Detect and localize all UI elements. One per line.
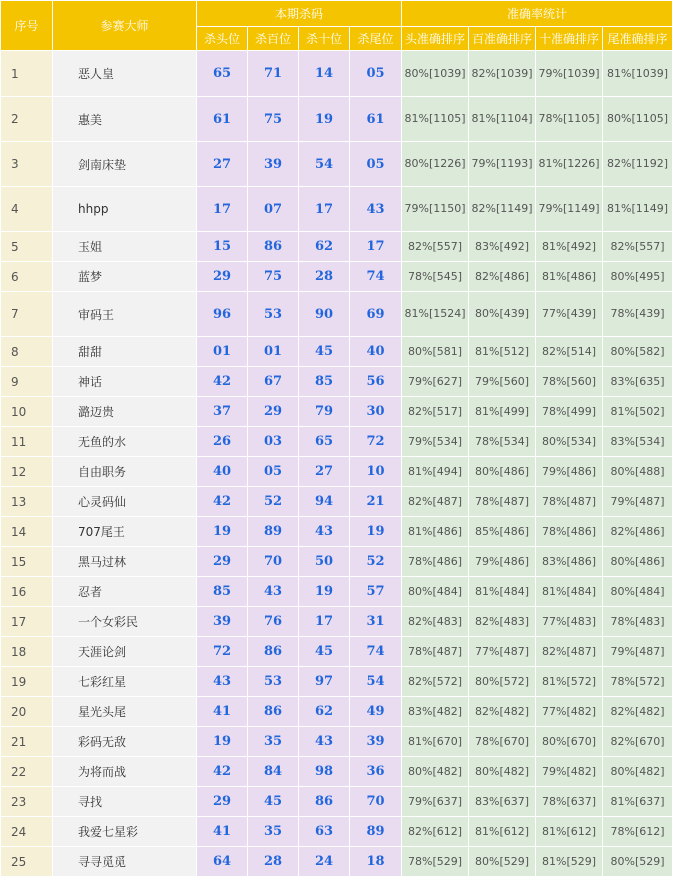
row-index: 24 bbox=[1, 817, 53, 847]
accuracy-hundreds: 80%[486] bbox=[469, 457, 536, 487]
kill-head: 29 bbox=[197, 262, 248, 292]
row-index: 18 bbox=[1, 637, 53, 667]
accuracy-tens: 82%[487] bbox=[536, 637, 603, 667]
accuracy-head: 79%[534] bbox=[402, 427, 469, 457]
accuracy-hundreds: 83%[637] bbox=[469, 787, 536, 817]
table-row bbox=[1, 697, 673, 727]
accuracy-head: 80%[484] bbox=[402, 577, 469, 607]
table-row bbox=[1, 487, 673, 517]
kill-head: 19 bbox=[197, 727, 248, 757]
master-name: 星光头尾 bbox=[53, 697, 197, 727]
accuracy-tens: 78%[499] bbox=[536, 397, 603, 427]
accuracy-head: 83%[482] bbox=[402, 697, 469, 727]
kill-head: 96 bbox=[197, 292, 248, 337]
accuracy-head: 81%[1105] bbox=[402, 97, 469, 142]
kill-tail: 57 bbox=[350, 577, 402, 607]
kill-hundreds: 35 bbox=[248, 817, 299, 847]
accuracy-tens: 79%[1149] bbox=[536, 187, 603, 232]
master-name: 剑南床垫 bbox=[53, 142, 197, 187]
accuracy-tens: 79%[1039] bbox=[536, 51, 603, 97]
accuracy-tens: 83%[486] bbox=[536, 547, 603, 577]
row-index: 8 bbox=[1, 337, 53, 367]
kill-head: 01 bbox=[197, 337, 248, 367]
kill-tail: 54 bbox=[350, 667, 402, 697]
table-row bbox=[1, 727, 673, 757]
header-kill-tens: 杀十位 bbox=[299, 27, 350, 51]
kill-tail: 49 bbox=[350, 697, 402, 727]
kill-head: 37 bbox=[197, 397, 248, 427]
accuracy-tens: 79%[486] bbox=[536, 457, 603, 487]
accuracy-head: 81%[1524] bbox=[402, 292, 469, 337]
accuracy-hundreds: 78%[670] bbox=[469, 727, 536, 757]
row-index: 1 bbox=[1, 51, 53, 97]
accuracy-head: 79%[627] bbox=[402, 367, 469, 397]
kill-hundreds: 70 bbox=[248, 547, 299, 577]
kill-hundreds: 28 bbox=[248, 847, 299, 877]
accuracy-tail: 81%[502] bbox=[603, 397, 673, 427]
table-row bbox=[1, 787, 673, 817]
accuracy-hundreds: 82%[486] bbox=[469, 262, 536, 292]
table-row bbox=[1, 847, 673, 877]
accuracy-tens: 78%[487] bbox=[536, 487, 603, 517]
table-row bbox=[1, 577, 673, 607]
accuracy-hundreds: 82%[1149] bbox=[469, 187, 536, 232]
master-name: 七彩红星 bbox=[53, 667, 197, 697]
accuracy-tens: 81%[484] bbox=[536, 577, 603, 607]
accuracy-hundreds: 81%[1104] bbox=[469, 97, 536, 142]
accuracy-tens: 80%[670] bbox=[536, 727, 603, 757]
kill-tail: 21 bbox=[350, 487, 402, 517]
accuracy-hundreds: 80%[439] bbox=[469, 292, 536, 337]
accuracy-head: 79%[637] bbox=[402, 787, 469, 817]
accuracy-tail: 78%[572] bbox=[603, 667, 673, 697]
accuracy-tail: 81%[637] bbox=[603, 787, 673, 817]
accuracy-tail: 82%[1192] bbox=[603, 142, 673, 187]
table-row bbox=[1, 607, 673, 637]
kill-tens: 19 bbox=[299, 577, 350, 607]
kill-hundreds: 67 bbox=[248, 367, 299, 397]
kill-hundreds: 07 bbox=[248, 187, 299, 232]
kill-tail: 61 bbox=[350, 97, 402, 142]
kill-tail: 19 bbox=[350, 517, 402, 547]
kill-tens: 90 bbox=[299, 292, 350, 337]
accuracy-tens: 81%[529] bbox=[536, 847, 603, 877]
kill-hundreds: 35 bbox=[248, 727, 299, 757]
header-kill-group: 本期杀码 bbox=[197, 1, 402, 27]
accuracy-tail: 80%[495] bbox=[603, 262, 673, 292]
accuracy-tens: 82%[514] bbox=[536, 337, 603, 367]
row-index: 22 bbox=[1, 757, 53, 787]
table-row bbox=[1, 232, 673, 262]
accuracy-tail: 80%[486] bbox=[603, 547, 673, 577]
master-name: 心灵码仙 bbox=[53, 487, 197, 517]
kill-hundreds: 01 bbox=[248, 337, 299, 367]
accuracy-head: 81%[486] bbox=[402, 517, 469, 547]
kill-head: 72 bbox=[197, 637, 248, 667]
accuracy-tens: 81%[612] bbox=[536, 817, 603, 847]
accuracy-tail: 82%[557] bbox=[603, 232, 673, 262]
accuracy-head: 82%[557] bbox=[402, 232, 469, 262]
kill-head: 17 bbox=[197, 187, 248, 232]
accuracy-tail: 80%[482] bbox=[603, 757, 673, 787]
master-name: 蓝梦 bbox=[53, 262, 197, 292]
row-index: 13 bbox=[1, 487, 53, 517]
kill-hundreds: 84 bbox=[248, 757, 299, 787]
accuracy-tens: 81%[486] bbox=[536, 262, 603, 292]
header-accuracy-group: 准确率统计 bbox=[402, 1, 673, 27]
kill-head: 42 bbox=[197, 757, 248, 787]
accuracy-tail: 82%[482] bbox=[603, 697, 673, 727]
accuracy-tens: 81%[492] bbox=[536, 232, 603, 262]
header-acc-tens[interactable]: 十准确排序 bbox=[536, 27, 603, 51]
accuracy-tail: 80%[529] bbox=[603, 847, 673, 877]
kill-tail: 31 bbox=[350, 607, 402, 637]
accuracy-hundreds: 80%[482] bbox=[469, 757, 536, 787]
kill-tail: 56 bbox=[350, 367, 402, 397]
accuracy-tens: 77%[482] bbox=[536, 697, 603, 727]
kill-hundreds: 05 bbox=[248, 457, 299, 487]
table-row bbox=[1, 547, 673, 577]
kill-tail: 05 bbox=[350, 142, 402, 187]
master-name: hhpp bbox=[53, 187, 197, 232]
kill-hundreds: 86 bbox=[248, 637, 299, 667]
table-row bbox=[1, 262, 673, 292]
kill-tens: 62 bbox=[299, 697, 350, 727]
header-master: 参赛大师 bbox=[53, 1, 197, 51]
accuracy-tail: 83%[534] bbox=[603, 427, 673, 457]
kill-tens: 86 bbox=[299, 787, 350, 817]
table-row bbox=[1, 337, 673, 367]
master-name: 神话 bbox=[53, 367, 197, 397]
accuracy-head: 80%[1226] bbox=[402, 142, 469, 187]
accuracy-tail: 79%[487] bbox=[603, 637, 673, 667]
kill-hundreds: 39 bbox=[248, 142, 299, 187]
kill-tens: 45 bbox=[299, 337, 350, 367]
kill-tail: 17 bbox=[350, 232, 402, 262]
accuracy-hundreds: 81%[512] bbox=[469, 337, 536, 367]
kill-hundreds: 52 bbox=[248, 487, 299, 517]
kill-tail: 89 bbox=[350, 817, 402, 847]
kill-tens: 19 bbox=[299, 97, 350, 142]
row-index: 3 bbox=[1, 142, 53, 187]
accuracy-head: 82%[572] bbox=[402, 667, 469, 697]
kill-tens: 54 bbox=[299, 142, 350, 187]
table-row bbox=[1, 51, 673, 97]
accuracy-tens: 79%[482] bbox=[536, 757, 603, 787]
header-acc-tail[interactable]: 尾准确排序 bbox=[603, 27, 673, 51]
table-row bbox=[1, 367, 673, 397]
accuracy-hundreds: 81%[484] bbox=[469, 577, 536, 607]
accuracy-head: 82%[483] bbox=[402, 607, 469, 637]
header-kill-head: 杀头位 bbox=[197, 27, 248, 51]
kill-tens: 17 bbox=[299, 187, 350, 232]
kill-hundreds: 71 bbox=[248, 51, 299, 97]
master-name: 为将而战 bbox=[53, 757, 197, 787]
accuracy-hundreds: 78%[487] bbox=[469, 487, 536, 517]
accuracy-head: 80%[581] bbox=[402, 337, 469, 367]
kill-hundreds: 75 bbox=[248, 97, 299, 142]
accuracy-tail: 80%[488] bbox=[603, 457, 673, 487]
accuracy-hundreds: 81%[499] bbox=[469, 397, 536, 427]
table-row bbox=[1, 187, 673, 232]
table-row bbox=[1, 292, 673, 337]
kill-tail: 70 bbox=[350, 787, 402, 817]
kill-tens: 97 bbox=[299, 667, 350, 697]
kill-tens: 45 bbox=[299, 637, 350, 667]
accuracy-hundreds: 82%[1039] bbox=[469, 51, 536, 97]
accuracy-tens: 81%[572] bbox=[536, 667, 603, 697]
master-name: 审码王 bbox=[53, 292, 197, 337]
row-index: 14 bbox=[1, 517, 53, 547]
accuracy-tail: 82%[670] bbox=[603, 727, 673, 757]
accuracy-tail: 79%[487] bbox=[603, 487, 673, 517]
accuracy-tail: 78%[439] bbox=[603, 292, 673, 337]
master-name: 天涯论剑 bbox=[53, 637, 197, 667]
row-index: 21 bbox=[1, 727, 53, 757]
kill-hundreds: 75 bbox=[248, 262, 299, 292]
kill-hundreds: 43 bbox=[248, 577, 299, 607]
accuracy-head: 80%[482] bbox=[402, 757, 469, 787]
header-row-top bbox=[1, 1, 673, 27]
kill-hundreds: 89 bbox=[248, 517, 299, 547]
accuracy-head: 81%[670] bbox=[402, 727, 469, 757]
kill-head: 41 bbox=[197, 817, 248, 847]
accuracy-tens: 78%[560] bbox=[536, 367, 603, 397]
kill-head: 27 bbox=[197, 142, 248, 187]
kill-tail: 10 bbox=[350, 457, 402, 487]
master-name: 一个女彩民 bbox=[53, 607, 197, 637]
table-row bbox=[1, 97, 673, 142]
kill-head: 85 bbox=[197, 577, 248, 607]
row-index: 6 bbox=[1, 262, 53, 292]
accuracy-hundreds: 78%[534] bbox=[469, 427, 536, 457]
kill-head: 39 bbox=[197, 607, 248, 637]
accuracy-head: 82%[517] bbox=[402, 397, 469, 427]
table-row bbox=[1, 667, 673, 697]
kill-tens: 65 bbox=[299, 427, 350, 457]
row-index: 17 bbox=[1, 607, 53, 637]
master-name: 无鱼的水 bbox=[53, 427, 197, 457]
kill-head: 42 bbox=[197, 367, 248, 397]
kill-tens: 79 bbox=[299, 397, 350, 427]
kill-head: 43 bbox=[197, 667, 248, 697]
accuracy-head: 82%[612] bbox=[402, 817, 469, 847]
row-index: 20 bbox=[1, 697, 53, 727]
kill-tens: 27 bbox=[299, 457, 350, 487]
kill-head: 29 bbox=[197, 787, 248, 817]
table-row bbox=[1, 457, 673, 487]
master-name: 我爱七星彩 bbox=[53, 817, 197, 847]
accuracy-head: 82%[487] bbox=[402, 487, 469, 517]
accuracy-tens: 80%[534] bbox=[536, 427, 603, 457]
accuracy-hundreds: 85%[486] bbox=[469, 517, 536, 547]
table-row bbox=[1, 757, 673, 787]
accuracy-hundreds: 81%[612] bbox=[469, 817, 536, 847]
accuracy-hundreds: 79%[560] bbox=[469, 367, 536, 397]
header-index: 序号 bbox=[1, 1, 53, 51]
accuracy-hundreds: 80%[529] bbox=[469, 847, 536, 877]
accuracy-tail: 80%[1105] bbox=[603, 97, 673, 142]
kill-tail: 43 bbox=[350, 187, 402, 232]
kill-head: 40 bbox=[197, 457, 248, 487]
accuracy-tens: 81%[1226] bbox=[536, 142, 603, 187]
row-index: 9 bbox=[1, 367, 53, 397]
accuracy-tail: 83%[635] bbox=[603, 367, 673, 397]
kill-hundreds: 45 bbox=[248, 787, 299, 817]
kill-tail: 40 bbox=[350, 337, 402, 367]
kill-hundreds: 53 bbox=[248, 292, 299, 337]
accuracy-hundreds: 79%[486] bbox=[469, 547, 536, 577]
row-index: 4 bbox=[1, 187, 53, 232]
accuracy-tail: 80%[582] bbox=[603, 337, 673, 367]
accuracy-tail: 78%[483] bbox=[603, 607, 673, 637]
accuracy-tens: 78%[486] bbox=[536, 517, 603, 547]
row-index: 15 bbox=[1, 547, 53, 577]
accuracy-tail: 80%[484] bbox=[603, 577, 673, 607]
kill-tail: 18 bbox=[350, 847, 402, 877]
table-row bbox=[1, 427, 673, 457]
accuracy-hundreds: 79%[1193] bbox=[469, 142, 536, 187]
row-index: 25 bbox=[1, 847, 53, 877]
master-name: 黑马过林 bbox=[53, 547, 197, 577]
master-name: 自由职务 bbox=[53, 457, 197, 487]
table-row bbox=[1, 817, 673, 847]
header-acc-hundreds[interactable]: 百准确排序 bbox=[469, 27, 536, 51]
table-row bbox=[1, 517, 673, 547]
master-name: 彩码无敌 bbox=[53, 727, 197, 757]
accuracy-tail: 82%[486] bbox=[603, 517, 673, 547]
accuracy-hundreds: 82%[483] bbox=[469, 607, 536, 637]
kill-hundreds: 86 bbox=[248, 697, 299, 727]
accuracy-head: 78%[487] bbox=[402, 637, 469, 667]
accuracy-tens: 77%[439] bbox=[536, 292, 603, 337]
kill-head: 61 bbox=[197, 97, 248, 142]
master-name: 惠美 bbox=[53, 97, 197, 142]
accuracy-hundreds: 80%[572] bbox=[469, 667, 536, 697]
kill-head: 26 bbox=[197, 427, 248, 457]
kill-tail: 05 bbox=[350, 51, 402, 97]
kill-tens: 43 bbox=[299, 727, 350, 757]
kill-tens: 17 bbox=[299, 607, 350, 637]
master-name: 潞迈贵 bbox=[53, 397, 197, 427]
kill-hundreds: 86 bbox=[248, 232, 299, 262]
kill-head: 64 bbox=[197, 847, 248, 877]
kill-tail: 30 bbox=[350, 397, 402, 427]
accuracy-head: 81%[494] bbox=[402, 457, 469, 487]
master-name: 707尾王 bbox=[53, 517, 197, 547]
table-body bbox=[1, 51, 673, 877]
kill-hundreds: 29 bbox=[248, 397, 299, 427]
kill-head: 42 bbox=[197, 487, 248, 517]
accuracy-head: 78%[545] bbox=[402, 262, 469, 292]
kill-head: 29 bbox=[197, 547, 248, 577]
kill-tail: 36 bbox=[350, 757, 402, 787]
accuracy-hundreds: 83%[492] bbox=[469, 232, 536, 262]
kill-tens: 28 bbox=[299, 262, 350, 292]
header-kill-tail: 杀尾位 bbox=[350, 27, 402, 51]
kill-hundreds: 03 bbox=[248, 427, 299, 457]
kill-tens: 62 bbox=[299, 232, 350, 262]
kill-tens: 63 bbox=[299, 817, 350, 847]
accuracy-head: 78%[529] bbox=[402, 847, 469, 877]
row-index: 11 bbox=[1, 427, 53, 457]
master-name: 忍者 bbox=[53, 577, 197, 607]
row-index: 12 bbox=[1, 457, 53, 487]
kill-tens: 14 bbox=[299, 51, 350, 97]
kill-hundreds: 76 bbox=[248, 607, 299, 637]
kill-tens: 43 bbox=[299, 517, 350, 547]
row-index: 5 bbox=[1, 232, 53, 262]
kill-tens: 85 bbox=[299, 367, 350, 397]
accuracy-head: 80%[1039] bbox=[402, 51, 469, 97]
master-name: 恶人皇 bbox=[53, 51, 197, 97]
kill-tail: 74 bbox=[350, 637, 402, 667]
kill-tens: 24 bbox=[299, 847, 350, 877]
kill-head: 41 bbox=[197, 697, 248, 727]
kill-head: 65 bbox=[197, 51, 248, 97]
master-name: 寻找 bbox=[53, 787, 197, 817]
row-index: 7 bbox=[1, 292, 53, 337]
accuracy-tail: 78%[612] bbox=[603, 817, 673, 847]
accuracy-head: 79%[1150] bbox=[402, 187, 469, 232]
row-index: 23 bbox=[1, 787, 53, 817]
row-index: 2 bbox=[1, 97, 53, 142]
master-name: 寻寻觅觅 bbox=[53, 847, 197, 877]
accuracy-hundreds: 82%[482] bbox=[469, 697, 536, 727]
accuracy-tens: 78%[637] bbox=[536, 787, 603, 817]
table-row bbox=[1, 397, 673, 427]
accuracy-hundreds: 77%[487] bbox=[469, 637, 536, 667]
kill-head: 19 bbox=[197, 517, 248, 547]
kill-tail: 69 bbox=[350, 292, 402, 337]
header-kill-hundreds: 杀百位 bbox=[248, 27, 299, 51]
row-index: 16 bbox=[1, 577, 53, 607]
row-index: 10 bbox=[1, 397, 53, 427]
master-name: 甜甜 bbox=[53, 337, 197, 367]
accuracy-head: 78%[486] bbox=[402, 547, 469, 577]
accuracy-tens: 77%[483] bbox=[536, 607, 603, 637]
kill-tens: 98 bbox=[299, 757, 350, 787]
kill-tens: 50 bbox=[299, 547, 350, 577]
kill-head: 15 bbox=[197, 232, 248, 262]
kill-tail: 74 bbox=[350, 262, 402, 292]
header-acc-head[interactable]: 头准确排序 bbox=[402, 27, 469, 51]
table-row bbox=[1, 142, 673, 187]
kill-tens: 94 bbox=[299, 487, 350, 517]
accuracy-tail: 81%[1149] bbox=[603, 187, 673, 232]
row-index: 19 bbox=[1, 667, 53, 697]
master-name: 玉姐 bbox=[53, 232, 197, 262]
kill-hundreds: 53 bbox=[248, 667, 299, 697]
kill-tail: 52 bbox=[350, 547, 402, 577]
accuracy-tens: 78%[1105] bbox=[536, 97, 603, 142]
accuracy-tail: 81%[1039] bbox=[603, 51, 673, 97]
kill-tail: 72 bbox=[350, 427, 402, 457]
table-row bbox=[1, 637, 673, 667]
kill-tail: 39 bbox=[350, 727, 402, 757]
